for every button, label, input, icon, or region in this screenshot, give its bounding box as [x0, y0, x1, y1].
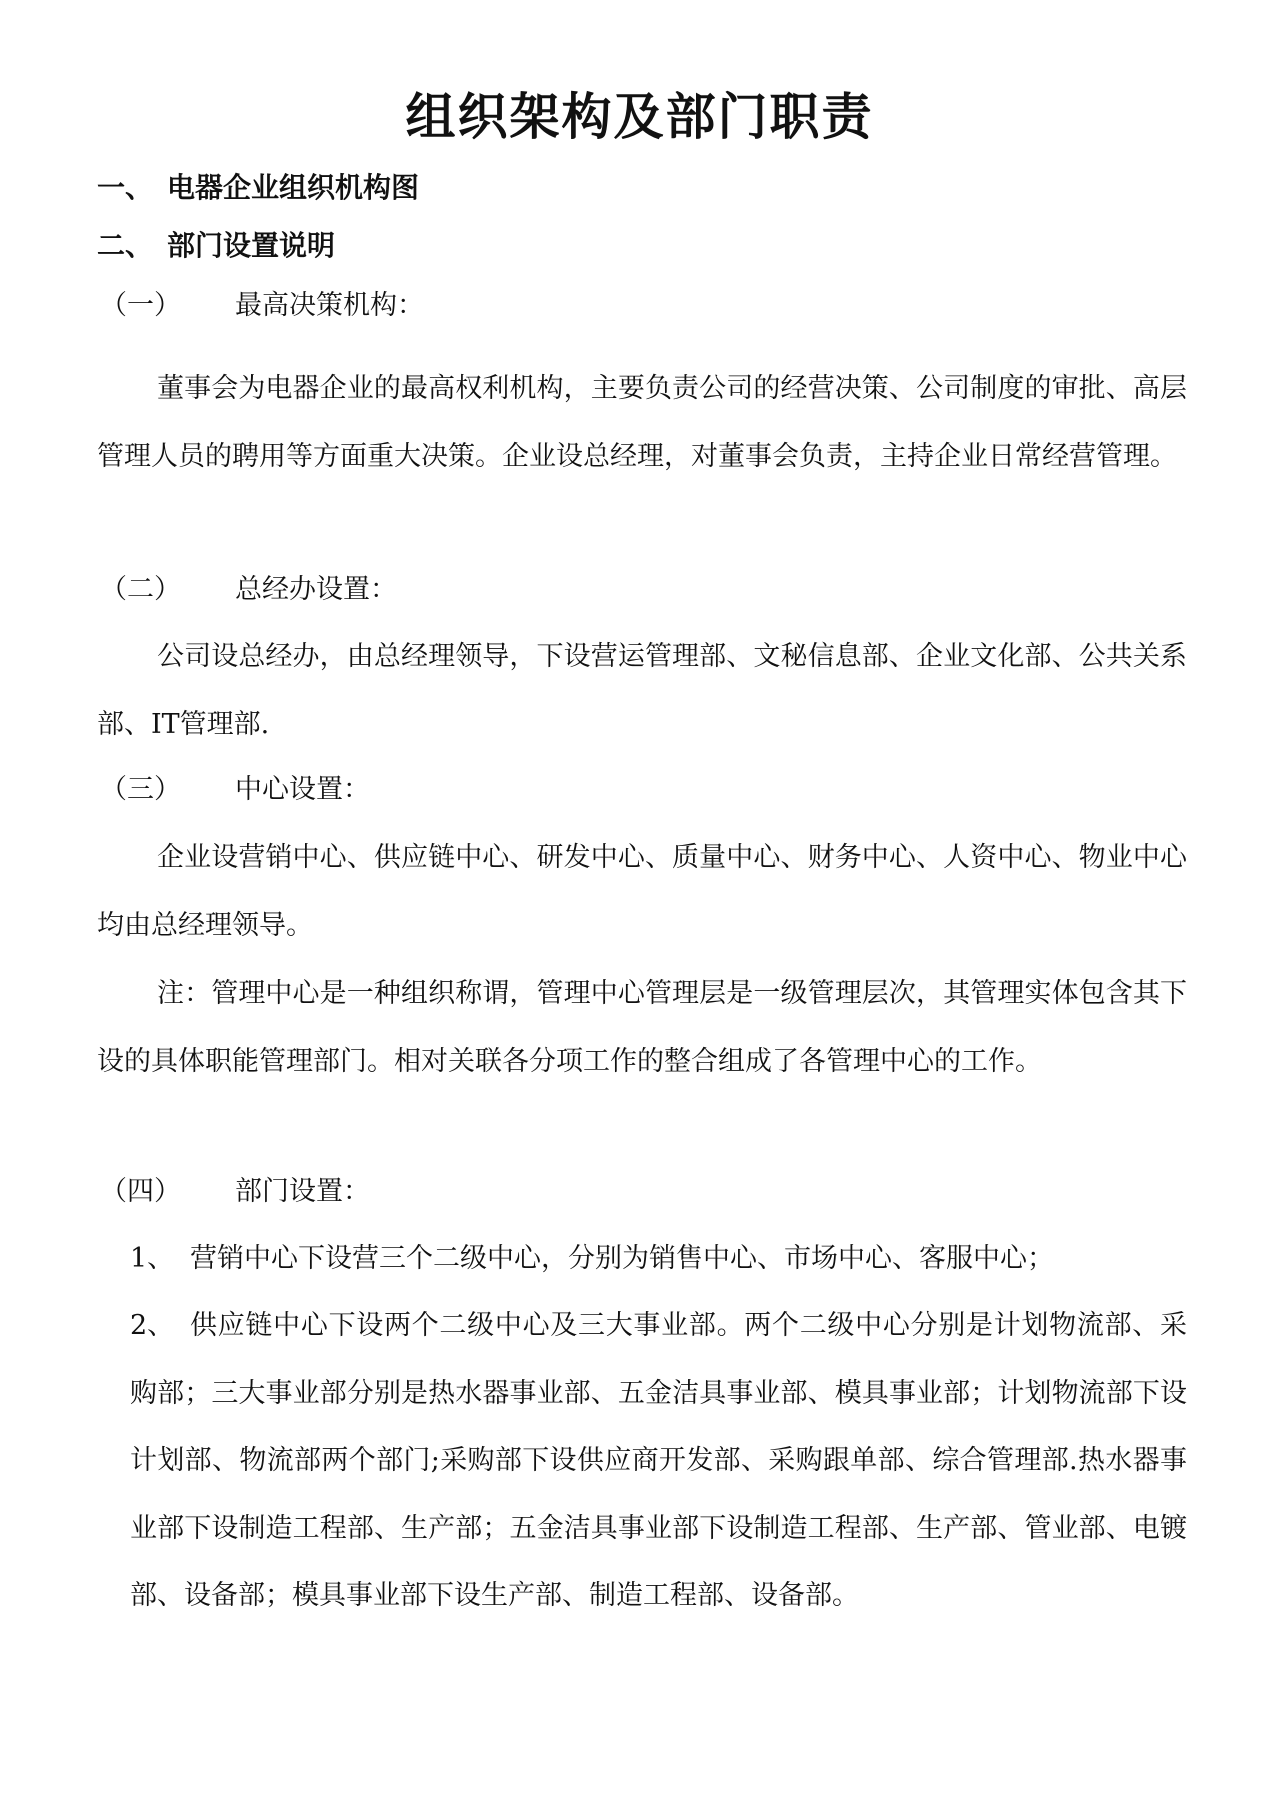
list-item-text: 供应链中心下设两个二级中心及三大事业部。两个二级中心分别是计划物流部、采购部；三大事业部分别是热水器事业部、五金洁具事业部、模具事业部；计划物流部下设计划部、物流部两个部门;采购部下设供应商开发部、采购跟单部、综合管理部.热水器事业部下设制造工程部、生产部；五金洁具事业部下设制造工程部、生产部、管业部、电镀部、设备部；模具事业部下设生产部、制造工程部、设备部。 — [130, 1310, 1187, 1611]
subsection-number: （二） — [100, 574, 181, 605]
subsection-heading-4 — [100, 1172, 370, 1212]
subsection-title: 最高决策机构： — [235, 290, 424, 321]
subsection-title: 中心设置： — [235, 774, 370, 805]
subsection-title: 部门设置： — [235, 1176, 370, 1207]
list-item-number: 2、 — [130, 1310, 175, 1341]
section-number: 一、 — [97, 171, 154, 204]
list-item-text: 营销中心下设营三个二级中心，分别为销售中心、市场中心、客服中心； — [190, 1243, 1054, 1274]
section-heading-1 — [97, 168, 419, 208]
section-number: 二、 — [97, 229, 154, 262]
paragraph: 企业设营销中心、供应链中心、研发中心、质量中心、财务中心、人资中心、物业中心均由总经理领导。 — [97, 842, 1187, 941]
section-title: 电器企业组织机构图 — [167, 171, 420, 204]
document-title: 组织架构及部门职责 — [405, 88, 874, 146]
section-heading-2 — [97, 226, 335, 266]
note-paragraph: 注：管理中心是一种组织称谓，管理中心管理层是一级管理层次，其管理实体包含其下设的具体职能管理部门。相对关联各分项工作的整合组成了各管理中心的工作。 — [97, 978, 1187, 1077]
subsection-heading-1 — [100, 286, 424, 326]
paragraph: 公司设总经办，由总经理领导，下设营运管理部、文秘信息部、企业文化部、公共关系部、IT管理部. — [97, 641, 1187, 740]
section-title: 部门设置说明 — [167, 229, 336, 262]
list-item-number: 1、 — [130, 1243, 175, 1274]
subsection-number: （一） — [100, 290, 181, 321]
subsection-title: 总经办设置： — [235, 574, 397, 605]
subsection-heading-2 — [100, 570, 397, 610]
list-item — [130, 1292, 1187, 1630]
subsection-number: （三） — [100, 774, 181, 805]
list-item — [130, 1225, 1187, 1293]
subsection-number: （四） — [100, 1176, 181, 1207]
subsection-heading-3 — [100, 770, 370, 810]
paragraph: 董事会为电器企业的最高权利机构，主要负责公司的经营决策、公司制度的审批、高层管理人员的聘用等方面重大决策。企业设总经理，对董事会负责，主持企业日常经营管理。 — [97, 373, 1187, 472]
